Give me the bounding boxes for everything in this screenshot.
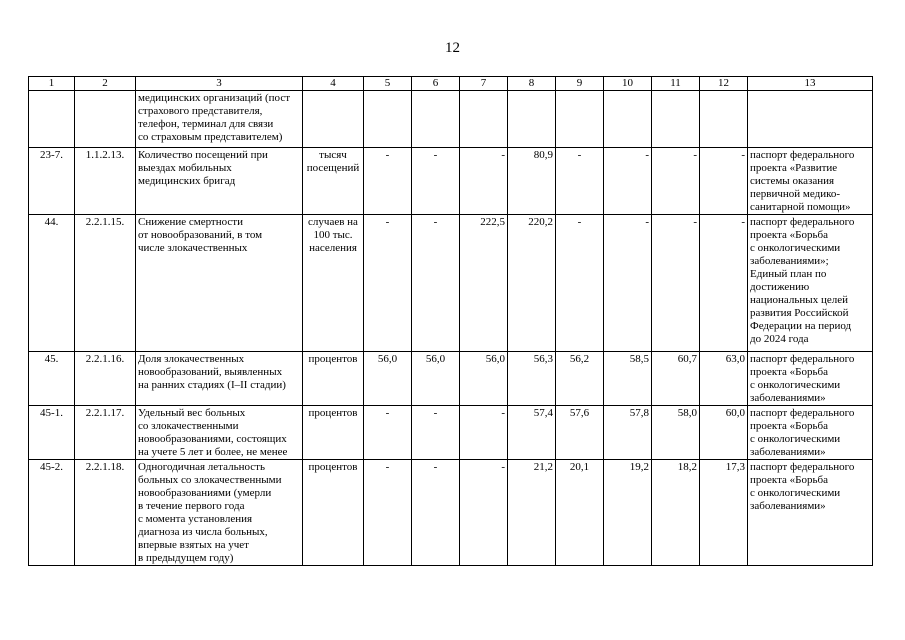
table-cell: -: [700, 148, 748, 215]
table-cell: 57,8: [604, 406, 652, 460]
table-cell: [412, 91, 460, 148]
table-cell: 18,2: [652, 460, 700, 566]
table-cell: 56,0: [364, 352, 412, 406]
table-cell: -: [460, 148, 508, 215]
table-cell: 1.1.2.13.: [75, 148, 136, 215]
table-cell: 45-2.: [29, 460, 75, 566]
table-cell: Доля злокачественных новообразований, выявленных на ранних стадиях (I–II стадии): [136, 352, 303, 406]
table-cell: 23-7.: [29, 148, 75, 215]
column-header: 6: [412, 77, 460, 91]
table-cell: 57,6: [556, 406, 604, 460]
table-cell: [748, 91, 873, 148]
table-cell: 58,5: [604, 352, 652, 406]
table-cell: -: [412, 148, 460, 215]
table-cell: 60,0: [700, 406, 748, 460]
table-cell: [364, 91, 412, 148]
column-header: 8: [508, 77, 556, 91]
table-cell: 222,5: [460, 215, 508, 352]
table-cell: 56,3: [508, 352, 556, 406]
table-cell: [29, 91, 75, 148]
table-cell: Удельный вес больных со злокачественными новообразованиями, состоящих на учете 5 лет и более, не менее: [136, 406, 303, 460]
table-cell: 21,2: [508, 460, 556, 566]
table-cell: [652, 91, 700, 148]
column-header: 5: [364, 77, 412, 91]
table-cell: -: [652, 215, 700, 352]
table-cell: паспорт федерального проекта «Борьба с онкологическими заболеваниями»: [748, 406, 873, 460]
table-cell: -: [412, 406, 460, 460]
table-cell: 80,9: [508, 148, 556, 215]
table-cell: 56,2: [556, 352, 604, 406]
table-cell: [75, 91, 136, 148]
table-cell: 58,0: [652, 406, 700, 460]
table-cell: 44.: [29, 215, 75, 352]
column-header: 4: [303, 77, 364, 91]
table-row: [29, 91, 873, 148]
table-cell: 2.2.1.15.: [75, 215, 136, 352]
table-cell: [303, 91, 364, 148]
table-cell: паспорт федерального проекта «Борьба с онкологическими заболеваниями»; Единый план по достижению национальных целей развития Российской Федерации на период до 2024 года: [748, 215, 873, 352]
table-cell: 45.: [29, 352, 75, 406]
table-row: [29, 215, 873, 352]
table-cell: -: [460, 406, 508, 460]
table-cell: -: [460, 460, 508, 566]
table-cell: 2.2.1.16.: [75, 352, 136, 406]
table-cell: -: [700, 215, 748, 352]
column-header: 13: [748, 77, 873, 91]
table-cell: -: [412, 215, 460, 352]
table-cell: 220,2: [508, 215, 556, 352]
table-cell: -: [364, 460, 412, 566]
table-cell: 17,3: [700, 460, 748, 566]
column-header: 1: [29, 77, 75, 91]
column-header: 11: [652, 77, 700, 91]
table-cell: [700, 91, 748, 148]
table-cell: [460, 91, 508, 148]
table-cell: медицинских организаций (пост страхового представителя, телефон, терминал для связи со страховым представителем): [136, 91, 303, 148]
column-header: 9: [556, 77, 604, 91]
indicators-table: [28, 76, 873, 566]
table-cell: -: [364, 148, 412, 215]
page-number: 12: [445, 40, 460, 56]
table-row: [29, 460, 873, 566]
table-cell: -: [604, 148, 652, 215]
table-cell: -: [412, 460, 460, 566]
table-cell: [556, 91, 604, 148]
column-header: 2: [75, 77, 136, 91]
table-cell: 57,4: [508, 406, 556, 460]
table-cell: -: [604, 215, 652, 352]
table-cell: процентов: [303, 460, 364, 566]
table-row: [29, 352, 873, 406]
table-cell: [604, 91, 652, 148]
table-cell: 63,0: [700, 352, 748, 406]
table-cell: паспорт федерального проекта «Развитие системы оказания первичной медико- санитарной помощи»: [748, 148, 873, 215]
table-cell: -: [364, 406, 412, 460]
column-header: 3: [136, 77, 303, 91]
table-cell: Количество посещений при выездах мобильных медицинских бригад: [136, 148, 303, 215]
table-cell: 2.2.1.18.: [75, 460, 136, 566]
table-cell: 20,1: [556, 460, 604, 566]
table-cell: тысяч посещений: [303, 148, 364, 215]
table-cell: случаев на 100 тыс. населения: [303, 215, 364, 352]
table-cell: -: [556, 148, 604, 215]
table-cell: 56,0: [460, 352, 508, 406]
table-cell: паспорт федерального проекта «Борьба с онкологическими заболеваниями»: [748, 352, 873, 406]
table-cell: -: [652, 148, 700, 215]
table-cell: Снижение смертности от новообразований, в том числе злокачественных: [136, 215, 303, 352]
table-cell: 45-1.: [29, 406, 75, 460]
table-cell: паспорт федерального проекта «Борьба с онкологическими заболеваниями»: [748, 460, 873, 566]
table-cell: 56,0: [412, 352, 460, 406]
table-row: [29, 406, 873, 460]
table-cell: -: [556, 215, 604, 352]
table-cell: 60,7: [652, 352, 700, 406]
column-header: 7: [460, 77, 508, 91]
table-cell: 2.2.1.17.: [75, 406, 136, 460]
table-cell: процентов: [303, 406, 364, 460]
header-row: [29, 77, 873, 91]
table-cell: Одногодичная летальность больных со злокачественными новообразованиями (умерли в течение первого года с момента установления диагноза из числа больных, впервые взятых на учет в предыдущем году): [136, 460, 303, 566]
table-cell: -: [364, 215, 412, 352]
column-header: 12: [700, 77, 748, 91]
table-row: [29, 148, 873, 215]
table-cell: 19,2: [604, 460, 652, 566]
column-header: 10: [604, 77, 652, 91]
table-cell: процентов: [303, 352, 364, 406]
table-cell: [508, 91, 556, 148]
